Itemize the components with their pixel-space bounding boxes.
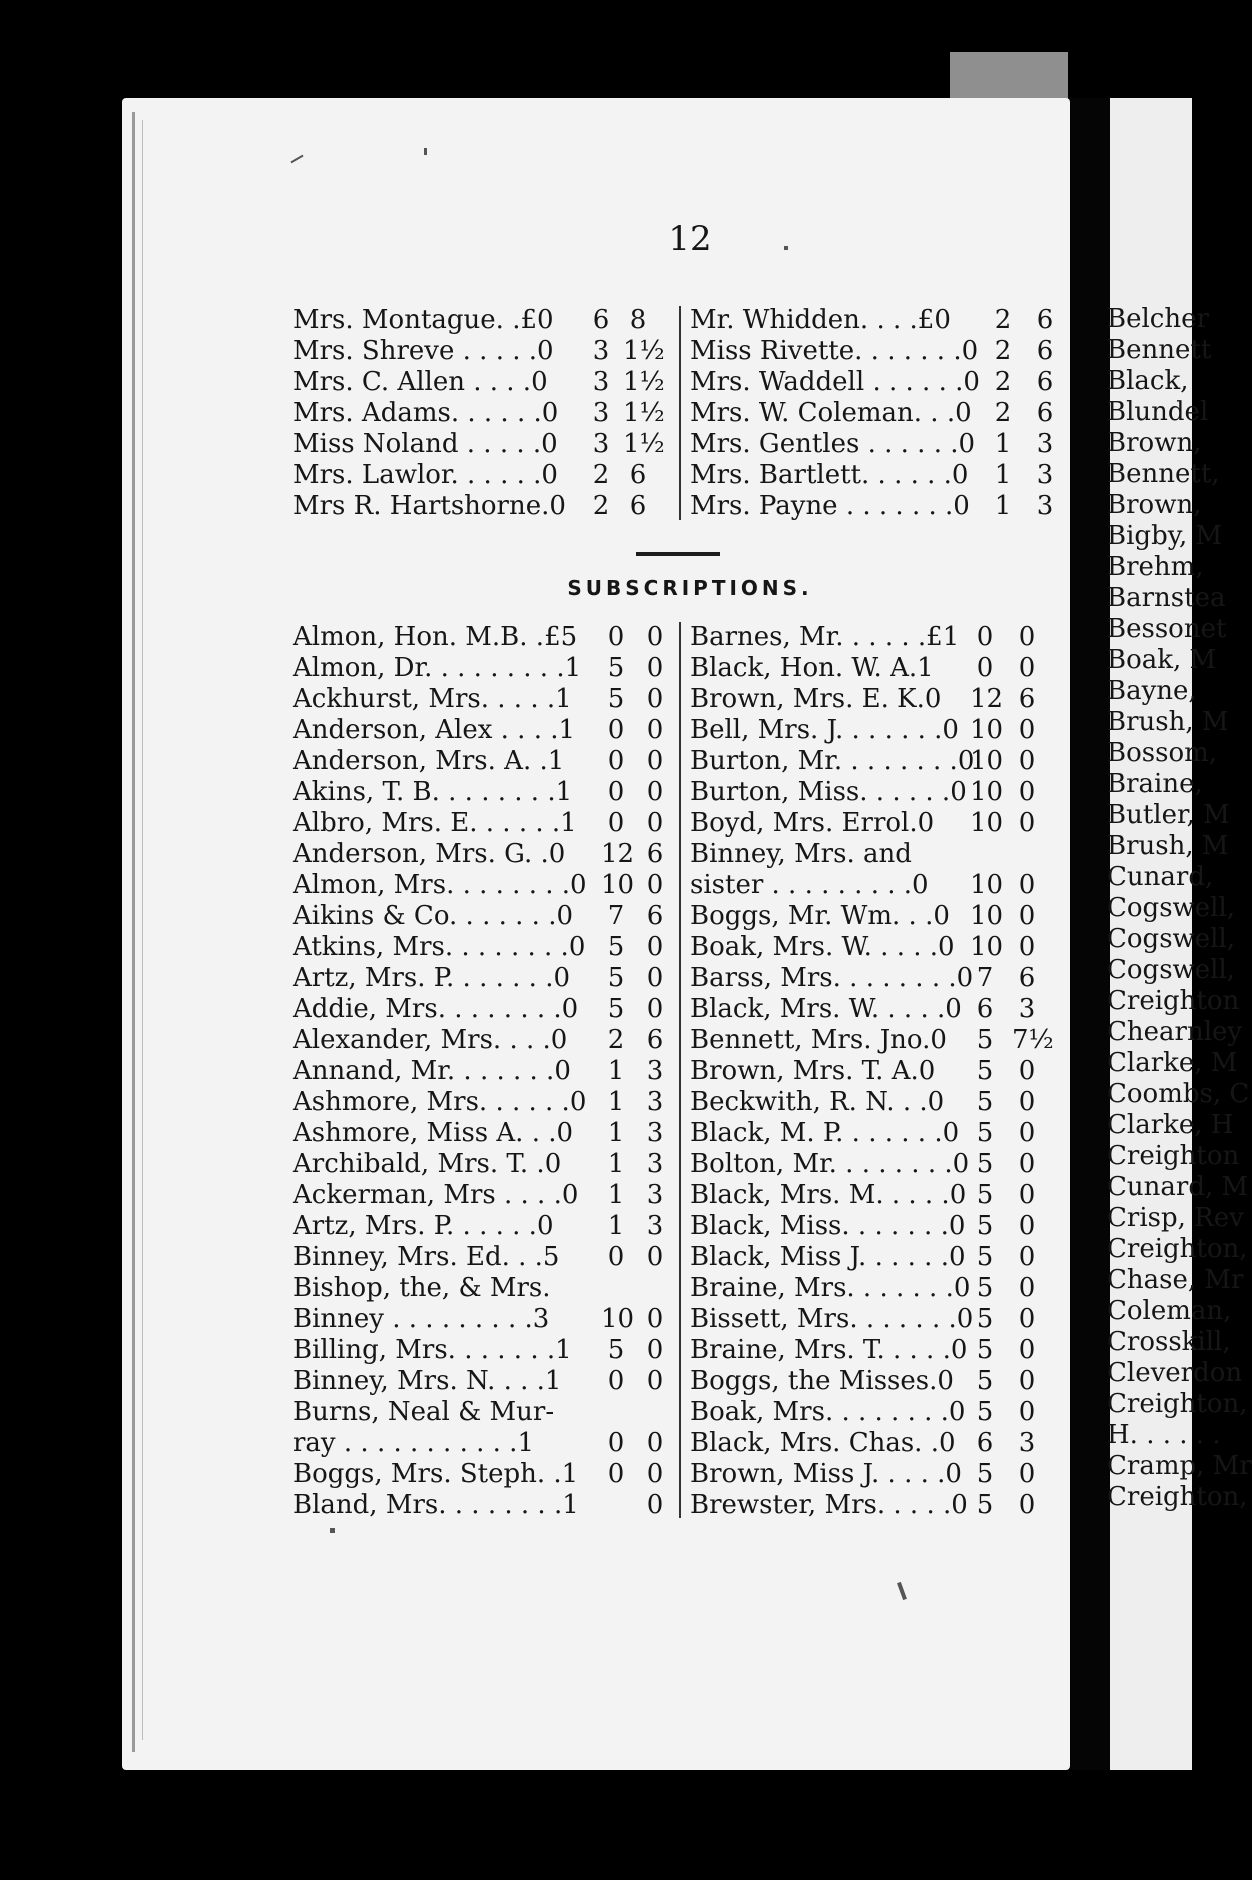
entry-pence: 3	[646, 1118, 664, 1148]
entry-name: ray . . . . . . . . . . .1	[293, 1428, 534, 1458]
entry-name: Mrs. Montague. .£0	[293, 305, 554, 335]
adjacent-page-line: Cogswell,	[1107, 955, 1236, 985]
entry-name: Binney . . . . . . . . .3	[293, 1304, 550, 1334]
top-column-divider	[679, 306, 681, 520]
entry-pence: 3	[646, 1087, 664, 1117]
entry-name: Archibald, Mrs. T. .0	[293, 1149, 562, 1179]
entry-name: Barnes, Mr. . . . . .£1	[690, 622, 960, 652]
entry-pence: 0	[1018, 1335, 1036, 1365]
entry-shillings: 1	[607, 1087, 625, 1117]
adjacent-page-line: Brush, M	[1107, 831, 1229, 861]
entry-pence: 0	[646, 808, 664, 838]
entry-pence: 0	[1018, 1087, 1036, 1117]
entry-name: Binney, Mrs. Ed. . .5	[293, 1242, 560, 1272]
entry-shillings: 5	[607, 1335, 625, 1365]
adjacent-page-line: Creighton,	[1107, 1389, 1248, 1419]
entry-pence: 3	[646, 1149, 664, 1179]
entry-shillings: 6	[976, 1428, 994, 1458]
entry-name: Ackerman, Mrs . . . .0	[293, 1180, 579, 1210]
entry-shillings: 0	[976, 653, 994, 683]
entry-shillings: 10	[970, 808, 1004, 838]
entry-pence: 0	[646, 994, 664, 1024]
entry-shillings: 3	[592, 336, 610, 366]
entry-pence: 0	[1018, 1366, 1036, 1396]
entry-name: Almon, Dr. . . . . . . . .1	[293, 653, 582, 683]
entry-shillings: 10	[970, 870, 1004, 900]
adjacent-page-line: Cunard,	[1107, 862, 1214, 892]
entry-pence: 0	[646, 870, 664, 900]
entry-pence: 8	[629, 305, 647, 335]
adjacent-page-line: Bennett	[1107, 335, 1212, 365]
adjacent-page-line: Cramp, Mr	[1107, 1451, 1252, 1481]
entry-pence: 0	[1018, 777, 1036, 807]
entry-pence: 3	[1018, 994, 1036, 1024]
entry-shillings: 5	[976, 1056, 994, 1086]
entry-name: Mr. Whidden. . . .£0	[690, 305, 951, 335]
entry-shillings: 0	[607, 746, 625, 776]
entry-pence: 0	[1018, 1211, 1036, 1241]
adjacent-page-line: Crisp, Rev	[1107, 1203, 1244, 1233]
entry-pence: 3	[1036, 491, 1054, 521]
entry-pence: 1½	[623, 429, 665, 459]
adjacent-page-line: Cogswell,	[1107, 924, 1236, 954]
entry-shillings: 12	[970, 684, 1004, 714]
entry-shillings: 5	[976, 1335, 994, 1365]
entry-pence: 0	[646, 1459, 664, 1489]
entry-shillings: 5	[976, 1149, 994, 1179]
entry-name: Anderson, Mrs. G. .0	[293, 839, 566, 869]
entry-pence: 6	[1036, 305, 1054, 335]
entry-shillings: 2	[994, 398, 1012, 428]
entry-shillings: 0	[607, 1428, 625, 1458]
entry-pence: 6	[1036, 367, 1054, 397]
entry-shillings: 2	[994, 305, 1012, 335]
entry-name: Artz, Mrs. P. . . . . .0	[293, 1211, 554, 1241]
entry-name: Mrs R. Hartshorne.0	[293, 491, 566, 521]
entry-shillings: 5	[607, 684, 625, 714]
entry-name: Bissett, Mrs. . . . . . .0	[690, 1304, 974, 1334]
entry-name: Ackhurst, Mrs. . . . .1	[293, 684, 572, 714]
entry-name: Brown, Mrs. E. K.0	[690, 684, 942, 714]
entry-name: Mrs. Shreve . . . . .0	[293, 336, 554, 366]
adjacent-page-line: Black,	[1107, 366, 1189, 396]
entry-name: Miss Rivette. . . . . . .0	[690, 336, 979, 366]
print-speck	[424, 148, 427, 155]
entry-shillings: 1	[607, 1180, 625, 1210]
entry-name: Atkins, Mrs. . . . . . . .0	[293, 932, 586, 962]
entry-pence: 3	[1036, 460, 1054, 490]
book-gutter	[1070, 98, 1110, 1770]
entry-shillings: 6	[592, 305, 610, 335]
entry-shillings: 7	[607, 901, 625, 931]
entry-shillings: 6	[976, 994, 994, 1024]
entry-name: Bennett, Mrs. Jno.0	[690, 1025, 947, 1055]
entry-pence: 0	[646, 1335, 664, 1365]
adjacent-page-line: Bennett,	[1107, 459, 1220, 489]
entry-name: Binney, Mrs. N. . . .1	[293, 1366, 562, 1396]
entry-shillings: 1	[994, 429, 1012, 459]
entry-shillings: 5	[976, 1118, 994, 1148]
entry-pence: 0	[1018, 870, 1036, 900]
adjacent-page-line: Barnstea	[1107, 583, 1226, 613]
entry-pence: 6	[646, 901, 664, 931]
entry-pence: 0	[646, 1366, 664, 1396]
entry-name: Ashmore, Mrs. . . . . .0	[293, 1087, 587, 1117]
entry-pence: 6	[646, 1025, 664, 1055]
entry-name: Black, Miss. . . . . . .0	[690, 1211, 966, 1241]
entry-shillings: 5	[607, 994, 625, 1024]
entry-name: Ashmore, Miss A. . .0	[293, 1118, 574, 1148]
adjacent-page-line: Chearnley	[1107, 1017, 1243, 1047]
entry-pence: 0	[1018, 1459, 1036, 1489]
entry-name: Anderson, Mrs. A. .1	[293, 746, 565, 776]
entry-pence: 0	[646, 684, 664, 714]
entry-name: Bolton, Mr. . . . . . . .0	[690, 1149, 970, 1179]
entry-pence: 0	[646, 1242, 664, 1272]
entry-name: Burton, Miss. . . . . .0	[690, 777, 967, 807]
entry-name: Boyd, Mrs. Errol.0	[690, 808, 935, 838]
entry-pence: 0	[646, 777, 664, 807]
entry-name: Brewster, Mrs. . . . .0	[690, 1490, 968, 1520]
entry-pence: 0	[646, 653, 664, 683]
entry-name: Black, Mrs. W. . . . .0	[690, 994, 962, 1024]
entry-pence: 3	[646, 1056, 664, 1086]
adjacent-page-line: Blundel	[1107, 397, 1209, 427]
entry-name: Aikins & Co. . . . . . .0	[293, 901, 573, 931]
entry-name: Bell, Mrs. J. . . . . . .0	[690, 715, 959, 745]
entry-shillings: 10	[970, 715, 1004, 745]
entry-name: Bishop, the, & Mrs.	[293, 1273, 551, 1303]
entry-shillings: 10	[970, 901, 1004, 931]
adjacent-page-line: Bessonet	[1107, 614, 1227, 644]
entry-shillings: 1	[607, 1118, 625, 1148]
entry-pence: 0	[646, 1490, 664, 1520]
adjacent-page-line: Cleverdon	[1107, 1358, 1243, 1388]
entry-name: Boggs, Mrs. Steph. .1	[293, 1459, 579, 1489]
entry-shillings: 3	[592, 398, 610, 428]
entry-name: Brown, Mrs. T. A.0	[690, 1056, 936, 1086]
page-edge-shadow	[132, 112, 135, 1752]
entry-name: Alexander, Mrs. . . .0	[293, 1025, 568, 1055]
entry-pence: 0	[1018, 1273, 1036, 1303]
entry-name: Albro, Mrs. E. . . . . .1	[293, 808, 577, 838]
entry-shillings: 3	[592, 367, 610, 397]
adjacent-page-line: Brown,	[1107, 428, 1202, 458]
entry-shillings: 0	[607, 1459, 625, 1489]
adjacent-page-line: H. . . . . .	[1107, 1420, 1221, 1450]
entry-pence: 0	[1018, 1180, 1036, 1210]
entry-pence: 0	[1018, 1242, 1036, 1272]
adjacent-page-line: Bossom,	[1107, 738, 1218, 768]
entry-pence: 0	[1018, 653, 1036, 683]
entry-shillings: 10	[970, 932, 1004, 962]
entry-pence: 6	[629, 491, 647, 521]
entry-shillings: 5	[976, 1211, 994, 1241]
entry-pence: 0	[1018, 1056, 1036, 1086]
entry-pence: 6	[1036, 398, 1054, 428]
entry-name: Boak, Mrs. . . . . . . .0	[690, 1397, 966, 1427]
entry-name: Mrs. Waddell . . . . . .0	[690, 367, 980, 397]
adjacent-page-line: Cunard, M	[1107, 1172, 1249, 1202]
adjacent-page-line: Creighton	[1107, 986, 1240, 1016]
entry-name: Boggs, the Misses.0	[690, 1366, 954, 1396]
entry-name: Beckwith, R. N. . .0	[690, 1087, 945, 1117]
entry-name: Mrs. Adams. . . . . .0	[293, 398, 559, 428]
entry-pence: 0	[1018, 1304, 1036, 1334]
entry-name: Black, M. P. . . . . . .0	[690, 1118, 960, 1148]
entry-pence: 3	[1018, 1428, 1036, 1458]
adjacent-page-line: Brush, M	[1107, 707, 1229, 737]
entry-pence: 1½	[623, 336, 665, 366]
entry-name: Black, Mrs. Chas. .0	[690, 1428, 956, 1458]
entry-pence: 0	[1018, 932, 1036, 962]
subscriptions-column-divider	[679, 622, 681, 1518]
entry-shillings: 2	[994, 367, 1012, 397]
adjacent-page-line: Cogswell,	[1107, 893, 1236, 923]
entry-pence: 0	[646, 1304, 664, 1334]
print-speck	[784, 246, 788, 250]
entry-name: Mrs. Lawlor. . . . . .0	[293, 460, 558, 490]
adjacent-page-line: Braine,	[1107, 769, 1203, 799]
entry-name: Brown, Miss J. . . . .0	[690, 1459, 962, 1489]
entry-name: Mrs. Payne . . . . . . .0	[690, 491, 970, 521]
entry-shillings: 5	[976, 1397, 994, 1427]
adjacent-page-line: Boak, M	[1107, 645, 1217, 675]
adjacent-page-line: Brown,	[1107, 490, 1202, 520]
entry-shillings: 5	[976, 1025, 994, 1055]
entry-shillings: 0	[607, 622, 625, 652]
entry-name: Bland, Mrs. . . . . . . .1	[293, 1490, 579, 1520]
entry-name: Anderson, Alex . . . .1	[293, 715, 576, 745]
entry-name: Barss, Mrs. . . . . . . .0	[690, 963, 974, 993]
entry-name: Almon, Mrs. . . . . . . .0	[293, 870, 587, 900]
entry-shillings: 5	[976, 1490, 994, 1520]
entry-name: Almon, Hon. M.B. .£5	[293, 622, 578, 652]
entry-name: sister . . . . . . . . .0	[690, 870, 929, 900]
entry-name: Burns, Neal & Mur-	[293, 1397, 555, 1427]
adjacent-page-line: Creighton,	[1107, 1482, 1248, 1512]
adjacent-page-line: Butler, M	[1107, 800, 1230, 830]
entry-shillings: 1	[607, 1149, 625, 1179]
entry-shillings: 2	[994, 336, 1012, 366]
entry-pence: 7½	[1012, 1025, 1054, 1055]
entry-shillings: 12	[601, 839, 635, 869]
entry-pence: 0	[646, 622, 664, 652]
adjacent-page-line: Coleman,	[1107, 1296, 1232, 1326]
entry-pence: 0	[646, 1428, 664, 1458]
adjacent-page-line: Crosskill,	[1107, 1327, 1231, 1357]
entry-shillings: 2	[607, 1025, 625, 1055]
entry-pence: 6	[1018, 684, 1036, 714]
adjacent-page-line: Bigby, M	[1107, 521, 1223, 551]
entry-shillings: 5	[976, 1087, 994, 1117]
entry-shillings: 10	[970, 746, 1004, 776]
entry-pence: 0	[1018, 746, 1036, 776]
entry-name: Mrs. Bartlett. . . . . .0	[690, 460, 969, 490]
entry-shillings: 5	[976, 1273, 994, 1303]
entry-shillings: 5	[976, 1366, 994, 1396]
entry-pence: 0	[1018, 1397, 1036, 1427]
entry-shillings: 0	[607, 1366, 625, 1396]
entry-pence: 0	[1018, 1149, 1036, 1179]
entry-pence: 0	[646, 746, 664, 776]
adjacent-page-line: Belcher	[1107, 304, 1209, 334]
entry-shillings: 0	[976, 622, 994, 652]
entry-name: Akins, T. B. . . . . . . .1	[293, 777, 573, 807]
entry-name: Mrs. C. Allen . . . .0	[293, 367, 548, 397]
entry-name: Black, Miss J. . . . . .0	[690, 1242, 966, 1272]
entry-shillings: 10	[601, 870, 635, 900]
adjacent-page-line: Chase, Mr	[1107, 1265, 1244, 1295]
entry-pence: 1½	[623, 367, 665, 397]
entry-name: Boggs, Mr. Wm. . .0	[690, 901, 950, 931]
adjacent-page-line: Clarke, M	[1107, 1048, 1238, 1078]
entry-name: Addie, Mrs. . . . . . . .0	[293, 994, 579, 1024]
adjacent-page-line: Clarke, H	[1107, 1110, 1234, 1140]
entry-shillings: 3	[592, 429, 610, 459]
entry-pence: 1½	[623, 398, 665, 428]
entry-pence: 3	[1036, 429, 1054, 459]
entry-shillings: 5	[976, 1180, 994, 1210]
entry-name: Binney, Mrs. and	[690, 839, 912, 869]
entry-name: Annand, Mr. . . . . . .0	[293, 1056, 571, 1086]
entry-name: Black, Hon. W. A.1	[690, 653, 934, 683]
entry-shillings: 10	[970, 777, 1004, 807]
entry-name: Mrs. W. Coleman. . .0	[690, 398, 972, 428]
entry-name: Billing, Mrs. . . . . . .1	[293, 1335, 572, 1365]
entry-pence: 0	[1018, 808, 1036, 838]
entry-shillings: 5	[976, 1242, 994, 1272]
entry-shillings: 5	[976, 1459, 994, 1489]
entry-pence: 0	[646, 963, 664, 993]
entry-shillings: 10	[601, 1304, 635, 1334]
entry-shillings: 0	[607, 777, 625, 807]
page-number: 12	[668, 219, 712, 259]
entry-pence: 0	[1018, 901, 1036, 931]
entry-name: Mrs. Gentles . . . . . .0	[690, 429, 976, 459]
entry-shillings: 0	[607, 808, 625, 838]
entry-name: Miss Noland . . . . .0	[293, 429, 558, 459]
entry-shillings: 0	[607, 715, 625, 745]
entry-name: Black, Mrs. M. . . . .0	[690, 1180, 967, 1210]
entry-name: Braine, Mrs. . . . . . .0	[690, 1273, 971, 1303]
entry-pence: 0	[1018, 1490, 1036, 1520]
entry-pence: 0	[1018, 622, 1036, 652]
section-rule	[636, 552, 720, 556]
adjacent-page-line: Creighton	[1107, 1141, 1240, 1171]
entry-shillings: 5	[976, 1304, 994, 1334]
entry-shillings: 1	[607, 1211, 625, 1241]
entry-pence: 6	[646, 839, 664, 869]
adjacent-page-line: Coombs, C	[1107, 1079, 1250, 1109]
entry-pence: 6	[1018, 963, 1036, 993]
adjacent-page	[1107, 98, 1252, 1770]
entry-shillings: 7	[976, 963, 994, 993]
entry-pence: 3	[646, 1211, 664, 1241]
section-heading: SUBSCRIPTIONS.	[567, 576, 813, 600]
entry-pence: 0	[1018, 715, 1036, 745]
entry-name: Burton, Mr. . . . . . . .0	[690, 746, 975, 776]
entry-name: Braine, Mrs. T. . . . .0	[690, 1335, 968, 1365]
entry-shillings: 2	[592, 491, 610, 521]
entry-shillings: 1	[994, 491, 1012, 521]
entry-name: Boak, Mrs. W. . . . .0	[690, 932, 955, 962]
entry-shillings: 2	[592, 460, 610, 490]
entry-shillings: 5	[607, 653, 625, 683]
entry-shillings: 5	[607, 932, 625, 962]
entry-shillings: 1	[607, 1056, 625, 1086]
entry-shillings: 0	[607, 1242, 625, 1272]
print-speck	[330, 1528, 335, 1533]
entry-shillings: 5	[607, 963, 625, 993]
page-edge-line	[142, 120, 143, 1740]
entry-pence: 6	[1036, 336, 1054, 366]
entry-shillings: 1	[994, 460, 1012, 490]
entry-pence: 0	[646, 932, 664, 962]
adjacent-page-line: Creighton,	[1107, 1234, 1248, 1264]
adjacent-page-line: Bayne,	[1107, 676, 1197, 706]
adjacent-page-line: Brehm,	[1107, 552, 1204, 582]
entry-name: Artz, Mrs. P. . . . . . .0	[293, 963, 571, 993]
entry-pence: 0	[1018, 1118, 1036, 1148]
entry-pence: 0	[646, 715, 664, 745]
entry-pence: 3	[646, 1180, 664, 1210]
entry-pence: 6	[629, 460, 647, 490]
